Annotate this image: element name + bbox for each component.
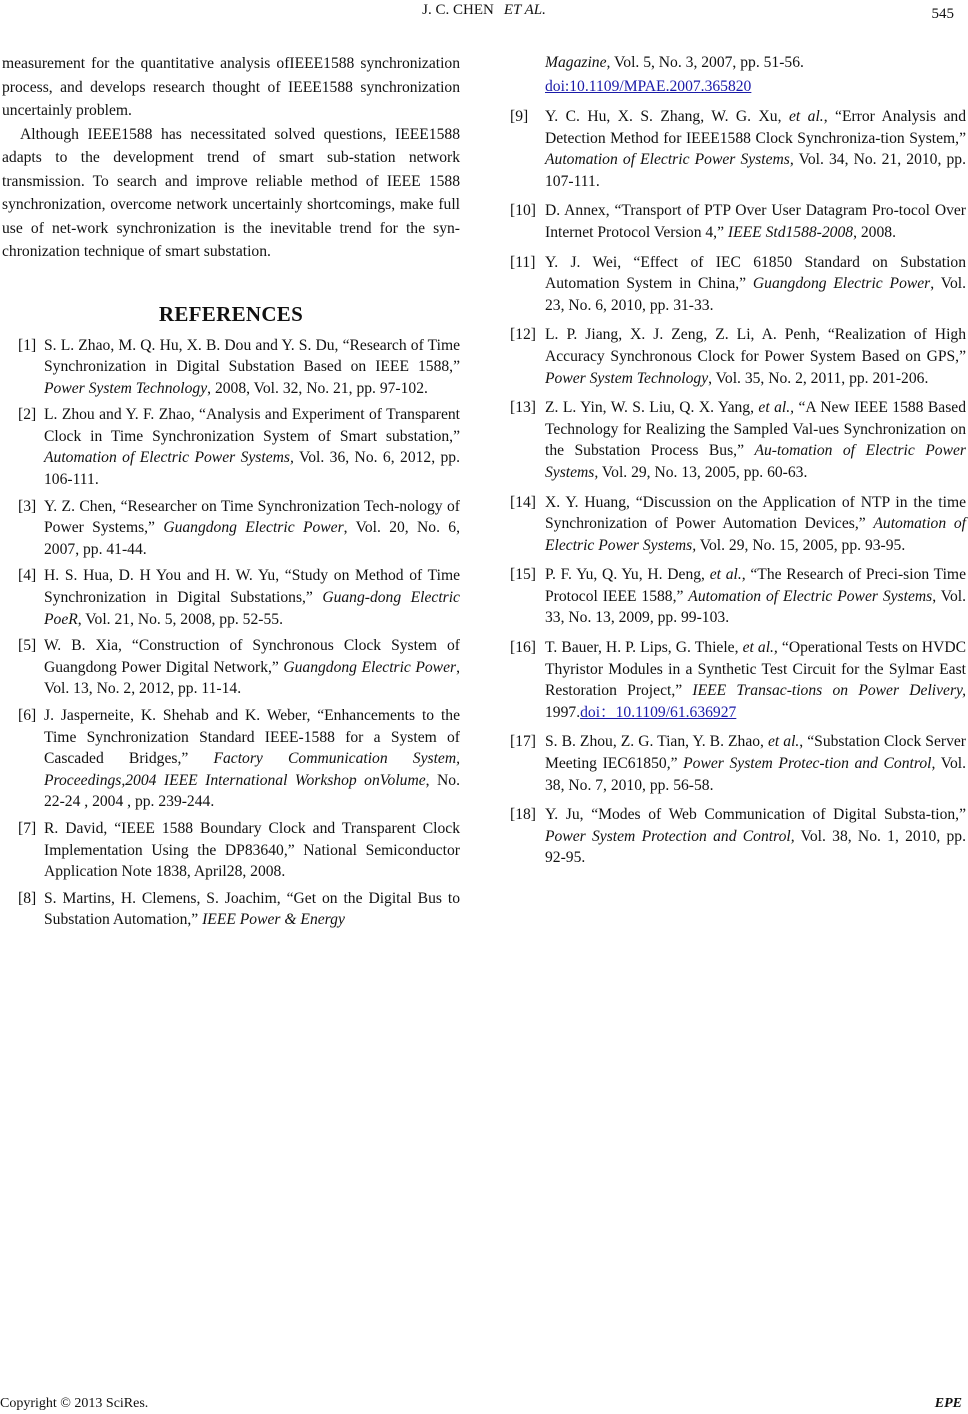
reference-text: R. David, “IEEE 1588 Boundary Clock and Transparent Clock Implementation Using the DP83640,” National Semiconductor Application Note 1838, April28, 2008. <box>44 819 460 881</box>
reference-text: , 2008, Vol. 32, No. 21, pp. 97-102. <box>207 379 428 397</box>
reference-text: L. P. Jiang, X. J. Zeng, Z. Li, A. Penh, “Realization of High Accuracy Synchronous Clock for Power System Based on GPS,” <box>545 326 966 365</box>
reference-venue: Au-tomation of Electric Power Systems, <box>545 442 966 481</box>
reference-item <box>2 496 460 561</box>
reference-number: [8] <box>18 889 37 907</box>
reference-text: , “Error Analysis and Detection Method for IEEE1588 Clock Synchroniza-tion System,” <box>545 108 966 147</box>
reference-text: , Vol. 21, No. 5, 2008, pp. 52-55. <box>77 610 283 628</box>
running-header <box>0 2 968 19</box>
reference-text: W. B. Xia, “Construction of Synchronous Clock System of Guangdong Power Digital Network,” <box>44 637 460 676</box>
reference-body <box>44 496 460 561</box>
reference-continuation <box>508 52 966 74</box>
reference-venue: et al. <box>788 108 824 125</box>
reference-text: “The Research of Preci-sion Time Protocol IEEE 1588,” <box>545 566 966 605</box>
reference-body <box>545 252 966 317</box>
reference-item <box>508 106 966 192</box>
reference-venue: et al., <box>742 639 778 657</box>
reference-body <box>545 397 966 483</box>
reference-text: Vol. 29, No. 13, 2005, pp. 60-63. <box>598 463 808 481</box>
reference-number: [17] <box>510 733 536 751</box>
reference-venue: Automation of Electric Power Systems, <box>545 515 967 554</box>
reference-text: D. Annex, “Transport of PTP Over User Datagram Pro-tocol Over Internet Protocol Version 4,” <box>545 202 966 241</box>
reference-item <box>2 705 460 813</box>
reference-body <box>545 804 966 869</box>
reference-body <box>545 324 966 389</box>
body-paragraph: measurement for the quantitative analysis ofIEEE1588 synchronization process, and develops research thought of IEEE1588 synchronization uncertainly problem. <box>2 55 460 119</box>
reference-number: [11] <box>510 253 536 271</box>
reference-item <box>2 635 460 700</box>
reference-venue: Guangdong Electric Power <box>283 658 457 676</box>
reference-venue: et al., <box>758 399 795 417</box>
reference-item <box>508 731 966 796</box>
reference-text: , Vol. 35, No. 2, 2011, pp. 201-206. <box>708 369 929 387</box>
body-paragraph: Although IEEE1588 has necessitated solved questions, IEEE1588 adapts to the development trend of smart sub-station network transmission. To search and improve reliable method of IEEE 1588 synchronization, overcome network uncertainly shortcomings, make full use of net-work synchronization is the inevitable trend for the syn-chronization technique of smart substation. <box>2 125 460 260</box>
reference-venue: et al., <box>709 566 746 584</box>
reference-body <box>44 565 460 630</box>
reference-number: [6] <box>18 707 37 724</box>
reference-venue: et al. <box>767 733 800 751</box>
copyright: Copyright © 2013 SciRes. <box>0 1396 149 1411</box>
reference-text: J. Jasperneite, K. Shehab and K. Weber, “Enhancements to the Time Synchronization Standard IEEE-1588 for a System of Cascaded Bridges,” <box>44 707 460 768</box>
reference-venue: Power System Protection and Control, <box>545 827 795 845</box>
reference-body <box>44 635 460 700</box>
reference-number: [3] <box>18 497 37 515</box>
reference-text: , No. 22-24 , 2004 , pp. 239-244. <box>44 771 460 811</box>
header-authors: J. C. CHEN <box>422 2 494 18</box>
reference-text: , Vol. 13, No. 2, 2012, pp. 11-14. <box>44 658 460 698</box>
reference-text: S. B. Zhou, Z. G. Tian, Y. B. Zhao, <box>545 733 768 751</box>
reference-item <box>508 324 966 389</box>
reference-body <box>545 492 966 557</box>
reference-number: [2] <box>18 406 37 424</box>
reference-venue: IEEE Transac-tions on Power Delivery, <box>692 682 967 700</box>
reference-number: [9] <box>510 108 529 125</box>
header-etal: ET AL. <box>503 2 546 18</box>
page-number: 545 <box>931 6 954 22</box>
reference-item <box>508 564 966 629</box>
reference-text: 1997. <box>545 703 581 721</box>
right-column <box>508 52 966 877</box>
reference-text: Vol. 5, No. 3, 2007, pp. 51-56. <box>610 54 804 71</box>
reference-text: , Vol. 20, No. 6, 2007, pp. 41-44. <box>44 519 460 558</box>
reference-number: [16] <box>510 639 536 657</box>
reference-text: Y. C. Hu, X. S. Zhang, W. G. Xu, <box>545 108 789 125</box>
reference-body <box>545 564 966 629</box>
reference-number: [14] <box>510 493 536 511</box>
reference-body <box>44 888 460 931</box>
reference-text: Vol. 38, No. 1, 2010, pp. 92-95. <box>545 827 966 867</box>
reference-venue: IEEE Power & Energy <box>202 911 345 929</box>
reference-venue: Power System Technology <box>545 369 709 387</box>
reference-venue: Automation of Electric Power Systems, <box>44 449 294 467</box>
journal-abbrev: EPE <box>934 1396 962 1411</box>
reference-number: [18] <box>510 806 536 824</box>
reference-text: , “Substation Clock Server Meeting IEC61850,” <box>545 733 966 773</box>
reference-body <box>44 335 460 400</box>
references-heading: REFERENCES <box>158 301 304 326</box>
reference-text: Vol. 38, No. 7, 2010, pp. 56-58. <box>545 755 966 794</box>
reference-list <box>508 106 966 869</box>
reference-text: P. F. Yu, Q. Yu, H. Deng, <box>545 566 710 584</box>
reference-venue: Magazine, <box>545 54 611 71</box>
reference-venue: Factory Communication System, Proceedings,2004 IEEE International Workshop onVolume <box>44 750 461 789</box>
reference-text: S. L. Zhao, M. Q. Hu, X. B. Dou and Y. S. Du, “Research of Time Synchronization in Digital Substation Based on IEEE 1588,” <box>44 336 460 376</box>
reference-number: [1] <box>18 336 37 354</box>
reference-body <box>545 106 966 192</box>
reference-item <box>508 200 966 243</box>
reference-body <box>545 637 966 723</box>
reference-number: [15] <box>510 566 536 584</box>
reference-item <box>508 637 966 723</box>
reference-venue: Power System Protec-tion and Control, <box>683 755 936 773</box>
reference-body <box>545 200 966 243</box>
reference-number: [5] <box>18 637 37 655</box>
reference-venue: Guangdong Electric Power <box>752 275 931 293</box>
reference-venue: Guangdong Electric Power <box>163 519 344 537</box>
reference-venue: Automation of Electric Power Systems <box>688 587 933 605</box>
reference-number: [13] <box>510 399 536 417</box>
reference-text: Y. Z. Chen, “Researcher on Time Synchronization Tech-nology of Power Systems,” <box>44 497 460 537</box>
reference-text: “Operational Tests on HVDC Thyristor Modules in a Synthetic Test Circuit for the Sylmar East Restoration Project,” <box>545 639 966 700</box>
reference-text: X. Y. Huang, “Discussion on the Application of NTP in the time Synchronization of Power Automation Devices,” <box>545 493 966 533</box>
reference-text: , 2008. <box>853 223 896 241</box>
reference-list <box>2 335 460 931</box>
reference-item <box>2 888 460 931</box>
reference-number: [10] <box>510 202 536 220</box>
reference-text: , Vol. 33, No. 13, 2009, pp. 99-103. <box>545 587 966 627</box>
reference-item <box>508 492 966 557</box>
reference-text: , Vol. 23, No. 6, 2010, pp. 31-33. <box>545 275 966 314</box>
reference-item <box>2 335 460 400</box>
reference-text: Z. L. Yin, W. S. Liu, Q. X. Yang, <box>545 399 759 417</box>
reference-text: Vol. 34, No. 21, 2010, pp. 107-111. <box>545 151 966 190</box>
reference-venue: IEEE Std1588-2008 <box>727 223 854 241</box>
reference-item <box>508 804 966 869</box>
reference-item <box>508 397 966 483</box>
reference-venue: Power System Technology <box>44 379 208 397</box>
reference-item <box>2 818 460 883</box>
reference-text: L. Zhou and Y. F. Zhao, “Analysis and Experiment of Transparent Clock in Time Synchronization System of Smart substation,” <box>44 406 460 445</box>
reference-body <box>44 404 460 490</box>
reference-number: [7] <box>18 819 37 837</box>
reference-text: S. Martins, H. Clemens, S. Joachim, “Get on the Digital Bus to Substation Automation,” <box>44 889 460 929</box>
reference-venue: Automation of Electric Power Systems, <box>545 151 794 169</box>
doi-link[interactable]: doi:10.1109/MPAE.2007.365820 <box>545 78 752 95</box>
reference-venue: Guang-dong Electric PoeR <box>44 589 460 628</box>
reference-text: Y. Ju, “Modes of Web Communication of Digital Substa-tion,” <box>545 806 966 824</box>
reference-body <box>44 818 460 883</box>
reference-text: Y. J. Wei, “Effect of IEC 61850 Standard on Substation Automation System in China,” <box>545 253 966 293</box>
reference-text: T. Bauer, H. P. Lips, G. Thiele, <box>545 639 743 657</box>
left-column <box>2 52 460 936</box>
reference-item <box>2 565 460 630</box>
reference-body <box>44 705 460 813</box>
reference-number: [12] <box>510 326 536 344</box>
doi-link[interactable]: doi：10.1109/61.636927 <box>580 703 737 721</box>
reference-text: Vol. 36, No. 6, 2012, pp. 106-111. <box>44 449 461 489</box>
reference-body <box>545 731 966 796</box>
reference-item <box>2 404 460 490</box>
reference-text: H. S. Hua, D. H You and H. W. Yu, “Study on Method of Time Synchronization in Digital Substations,” <box>44 567 460 607</box>
reference-number: [4] <box>18 567 37 585</box>
reference-text: Vol. 29, No. 15, 2005, pp. 93-95. <box>696 536 906 554</box>
reference-item <box>508 252 966 317</box>
reference-text: “A New IEEE 1588 Based Technology for Realizing the Sampled Val-ues Synchronization on the Substation Process Bus,” <box>545 399 966 460</box>
